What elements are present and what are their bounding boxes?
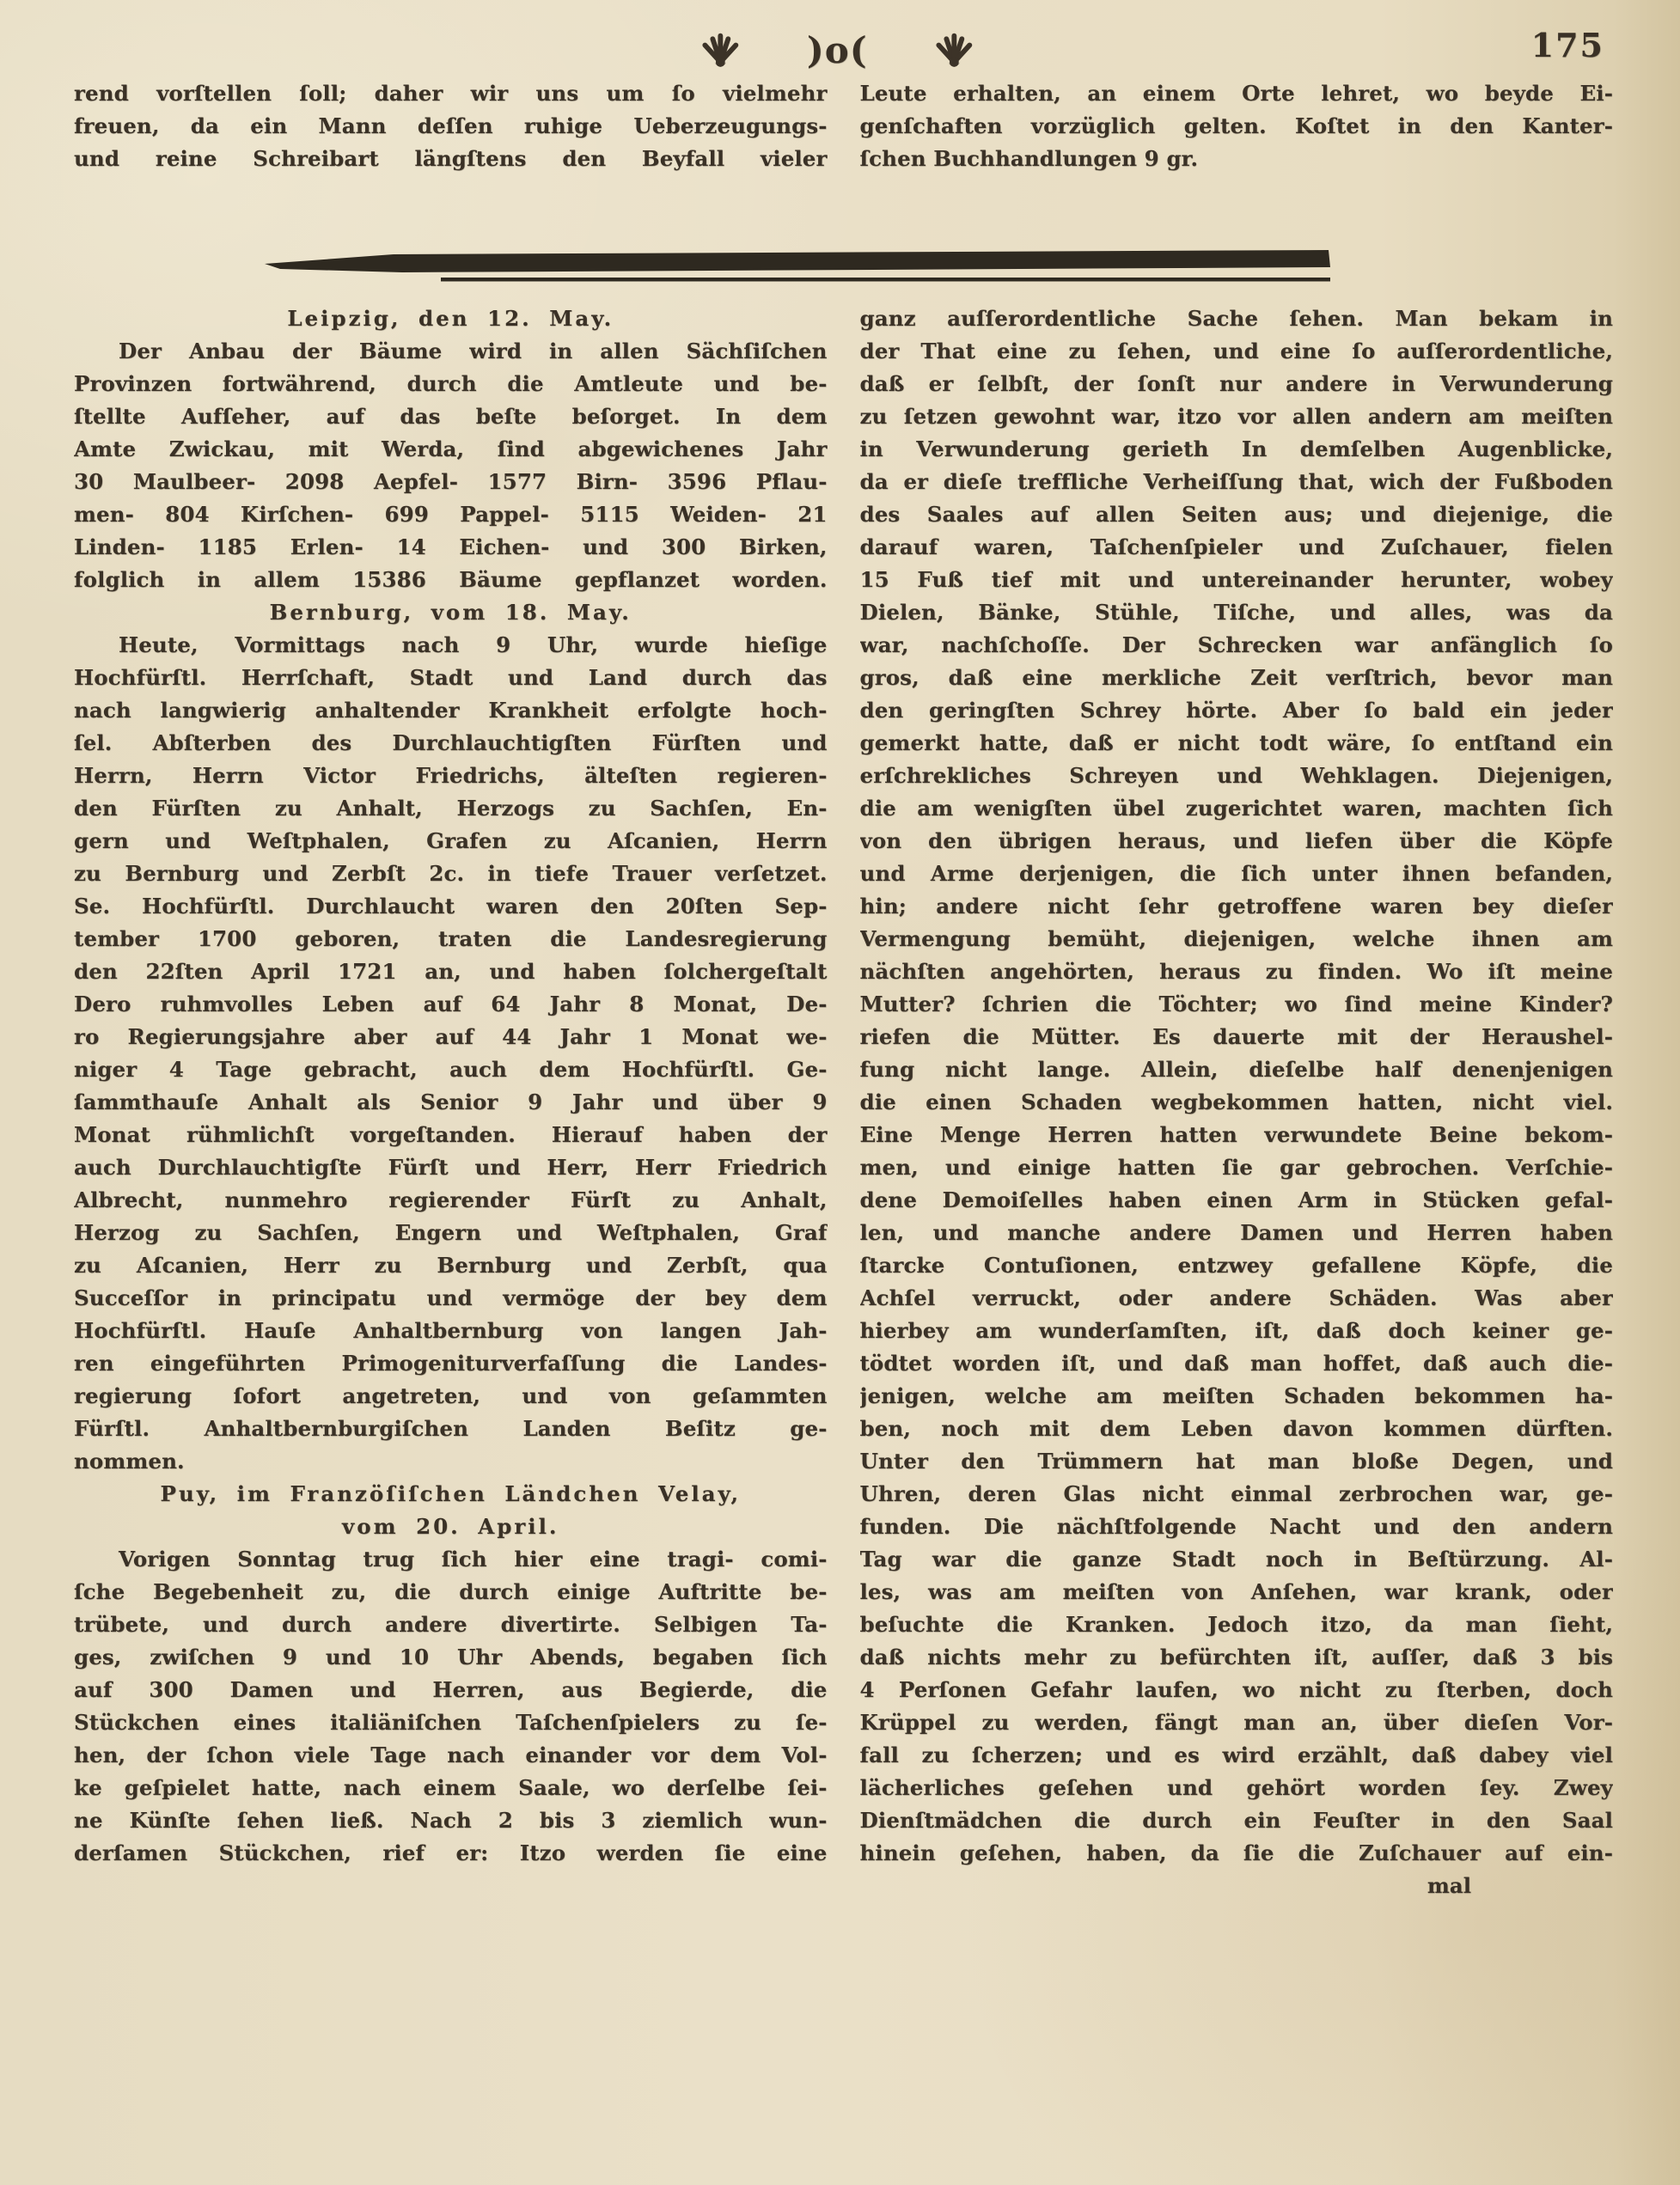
text-line: gros, daß eine merkliche Zeit verſtrich, bevor man (859, 665, 1613, 690)
text-line: und reine Schreibart längſtens den Beyfall vieler (74, 146, 828, 171)
text-line: der That eine zu ſehen, und eine ſo auſſerordentliche, (859, 339, 1613, 363)
text-line: ſche Begebenheit zu, die durch einige Auftritte be- (74, 1579, 828, 1604)
text-line: ben, noch mit dem Leben davon kommen dürften. (859, 1416, 1613, 1441)
text-line: den geringſten Schrey hörte. Aber ſo bald ein jeder (859, 698, 1613, 723)
text-line: Monat rühmlichſt vorgeſtanden. Hierauf haben der (74, 1122, 828, 1147)
article-heading-line: Leipzig, den 12. May. (287, 306, 614, 331)
text-line: 30 Maulbeer- 2098 Aepfel- 1577 Birn- 3596 Pflau- (74, 469, 828, 494)
text-line: Herzog zu Sachſen, Engern und Weſtphalen, Graf (74, 1220, 828, 1245)
main-text-area (74, 302, 1613, 1902)
text-line: Albrecht, nunmehro regierender Fürſt zu Anhalt, (74, 1187, 828, 1212)
text-line: Uhren, deren Glas nicht einmal zerbrochen war, ge- (859, 1481, 1613, 1506)
section-divider-rule (265, 249, 1330, 287)
text-line: zu ſetzen gewohnt war, itzo vor allen andern am meiſten (859, 404, 1613, 429)
text-line: tödtet worden iſt, und daß man hoffet, daß auch die- (859, 1351, 1613, 1376)
text-line: Heute, Vormittags nach 9 Uhr, wurde hieſige (119, 632, 828, 657)
text-line: Se. Hochfürſtl. Durchlaucht waren den 20ſten Sep- (74, 894, 828, 919)
text-line: Vermengung bemüht, diejenigen, welche ihnen am (859, 926, 1613, 951)
text-line: des Saales auf allen Seiten aus; und diejenige, die (859, 502, 1613, 527)
text-line: ſel. Abſterben des Durchlauchtigſten Fürſten und (74, 730, 828, 755)
text-line: fall zu ſcherzen; und es wird erzählt, daß dabey viel (859, 1743, 1613, 1767)
text-line: war, nachſchoſſe. Der Schrecken war anfänglich ſo (859, 632, 1613, 657)
text-line: ſtellte Aufſeher, auf das beſte beſorget. In dem (74, 404, 828, 429)
text-line: freuen, da ein Mann deſſen ruhige Ueberzeugungs- (74, 113, 828, 138)
text-line: ges, zwiſchen 9 und 10 Uhr Abends, begaben ſich (74, 1645, 828, 1669)
text-line: Stückchen eines italiäniſchen Taſchenſpielers zu ſe- (74, 1710, 828, 1735)
text-line: Hochfürſtl. Hauſe Anhaltbernburg von langen Jah- (74, 1318, 828, 1343)
text-line: hierbey am wunderſamſten, iſt, daß doch keiner ge- (859, 1318, 1613, 1343)
text-line: daß er ſelbſt, der ſonſt nur andere in Verwunderung (859, 371, 1613, 396)
catchword: mal (1426, 1873, 1471, 1898)
text-line: erſchrekliches Schreyen und Wehklagen. Diejenigen, (859, 763, 1613, 788)
text-line: zu Aſcanien, Herr zu Bernburg und Zerbſt, qua (74, 1253, 828, 1278)
text-line: Unter den Trümmern hat man bloße Degen, und (859, 1449, 1613, 1474)
text-line: Succeſſor in principatu und vermöge der bey dem (74, 1285, 828, 1310)
text-line: regierung ſofort angetreten, und von geſammten (74, 1383, 828, 1408)
text-line: gemerkt hatte, daß er nicht todt wäre, ſo entſtand ein (859, 730, 1613, 755)
text-line: Der Anbau der Bäume wird in allen Sächſiſchen (119, 339, 828, 363)
text-line: Mutter? ſchrien die Töchter; wo ſind meine Kinder? (859, 992, 1613, 1016)
text-line: den 22ſten April 1721 an, und haben ſolchergeſtalt (74, 959, 828, 984)
right-text-column (860, 302, 1614, 1902)
article-heading-line: vom 20. April. (342, 1514, 559, 1539)
text-line: Dero ruhmvolles Leben auf 64 Jahr 8 Monat, De- (74, 992, 828, 1016)
text-line: auf 300 Damen und Herren, aus Begierde, die (74, 1677, 828, 1702)
text-line: Linden- 1185 Erlen- 14 Eichen- und 300 Birken, (74, 534, 828, 559)
text-line: ſchen Buchhandlungen 9 gr. (859, 146, 1199, 171)
text-line: hen, der ſchon viele Tage nach einander vor dem Vol- (74, 1743, 828, 1767)
text-line: ren eingeführten Primogeniturverfaſſung die Landes- (74, 1351, 828, 1376)
text-line: ro Regierungsjahre aber auf 44 Jahr 1 Monat we- (74, 1024, 828, 1049)
text-line: lächerliches geſehen und gehört worden ſey. Zwey (859, 1775, 1613, 1800)
text-line: die einen Schaden wegbekommen hatten, nicht viel. (859, 1089, 1613, 1114)
text-line: 4 Perſonen Gefahr laufen, wo nicht zu ſterben, doch (859, 1677, 1613, 1702)
fleuron-shell-icon (932, 27, 978, 74)
text-line: nach langwierig anhaltender Krankheit erfolgte hoch- (74, 698, 828, 723)
text-line: Leute erhalten, an einem Orte lehret, wo beyde Ei- (859, 81, 1613, 106)
text-line: rend vorſtellen ſoll; daher wir uns um ſo vielmehr (74, 81, 828, 106)
text-line: den Fürſten zu Anhalt, Herzogs zu Sachſen, En- (74, 796, 828, 821)
text-line: tember 1700 geboren, traten die Landesregierung (74, 926, 828, 951)
text-line: jenigen, welche am meiſten Schaden bekommen ha- (859, 1383, 1613, 1408)
text-line: auch Durchlauchtigſte Fürſt und Herr, Herr Friedrich (74, 1155, 828, 1180)
right-column-lines (860, 302, 1614, 1870)
text-line: Krüppel zu werden, fängt man an, über dieſen Vor- (859, 1710, 1613, 1735)
text-line: ſammthauſe Anhalt als Senior 9 Jahr und über 9 (74, 1089, 828, 1114)
text-line: les, was am meiſten von Anſehen, war krank, oder (859, 1579, 1613, 1604)
fleuron-shell-icon (697, 27, 743, 74)
text-line: gern und Weſtphalen, Grafen zu Aſcanien, Herrn (74, 828, 828, 853)
header-ornaments (697, 27, 978, 74)
intro-left-column (74, 77, 828, 175)
text-line: nächſten angehörten, heraus zu finden. Wo iſt meine (859, 959, 1613, 984)
text-line: die am wenigſten übel zugerichtet waren, machten ſich (859, 796, 1613, 821)
text-line: Provinzen fortwährend, durch die Amtleute und be- (74, 371, 828, 396)
text-line: Dielen, Bänke, Stühle, Tiſche, und alles, was da (859, 600, 1613, 625)
text-line: folglich in allem 15386 Bäume gepflanzet worden. (74, 567, 828, 592)
text-line: darauf waren, Taſchenſpieler und Zuſchauer, fielen (859, 534, 1613, 559)
text-line: beſuchte die Kranken. Jedoch itzo, da man ſieht, (859, 1612, 1613, 1637)
text-line: ſtarcke Contuſionen, entzwey gefallene Köpfe, die (859, 1253, 1613, 1278)
text-line: fung nicht lange. Allein, dieſelbe half denenjenigen (859, 1057, 1613, 1082)
text-line: daß nichts mehr zu befürchten iſt, auſſer, daß 3 bis (859, 1645, 1613, 1669)
article-heading-line: Bernburg, vom 18. May. (269, 600, 632, 625)
text-line: trübete, und durch andere divertirte. Selbigen Ta- (74, 1612, 828, 1637)
text-line: zu Bernburg und Zerbſt 2c. in tiefe Trauer verſetzet. (74, 861, 828, 886)
text-line: derſamen Stückchen, rief er: Itzo werden ſie eine (74, 1840, 828, 1865)
text-line: Amte Zwickau, mit Werda, ſind abgewichenes Jahr (74, 436, 828, 461)
text-line: hinein geſehen, haben, da ſie die Zuſchauer auf ein- (859, 1840, 1613, 1865)
text-line: hin; andere nicht ſehr getroffene waren bey dieſer (859, 894, 1613, 919)
text-line: Eine Menge Herren hatten verwundete Beine bekom- (859, 1122, 1613, 1147)
text-line: Dienſtmädchen die durch ein Feuſter in den Saal (859, 1808, 1613, 1833)
text-line: dene Demoiſelles haben einen Arm in Stücken gefal- (859, 1187, 1613, 1212)
text-line: men, und einige hatten ſie gar gebrochen. Verſchie- (859, 1155, 1613, 1180)
text-line: Vorigen Sonntag trug ſich hier eine tragi- comi- (119, 1547, 828, 1572)
article-heading-line: Puy, im Franzöſiſchen Ländchen Velay, (160, 1481, 741, 1506)
intro-continuation (74, 77, 1613, 175)
text-line: in Verwunderung gerieth In demſelben Augenblicke, (859, 436, 1613, 461)
text-line: Achſel verruckt, oder andere Schäden. Was aber (859, 1285, 1613, 1310)
text-line: ke geſpielet hatte, nach einem Saale, wo derſelbe ſei- (74, 1775, 828, 1800)
text-line: Fürſtl. Anhaltbernburgiſchen Landen Beſitz ge- (74, 1416, 828, 1441)
intro-right-column (860, 77, 1614, 175)
text-line: funden. Die nächſtfolgende Nacht und den andern (859, 1514, 1613, 1539)
text-line: Tag war die ganze Stadt noch in Beſtürzung. Al- (859, 1547, 1613, 1572)
text-line: Hochfürſtl. Herrſchaft, Stadt und Land durch das (74, 665, 828, 690)
left-text-column (74, 302, 828, 1902)
text-line: niger 4 Tage gebracht, auch dem Hochfürſtl. Ge- (74, 1057, 828, 1082)
page-number: 175 (1530, 26, 1604, 64)
text-line: men- 804 Kirſchen- 699 Pappel- 5115 Weiden- 21 (74, 502, 828, 527)
text-line: genſchaften vorzüglich gelten. Koſtet in den Kanter- (859, 113, 1613, 138)
text-line: ganz auſſerordentliche Sache ſehen. Man bekam in (859, 306, 1613, 331)
text-line: ne Künſte ſehen ließ. Nach 2 bis 3 ziemlich wun- (74, 1808, 828, 1833)
text-line: riefen die Mütter. Es dauerte mit der Heraushel- (859, 1024, 1613, 1049)
center-ornament: )o( (806, 29, 868, 71)
text-line: da er dieſe treffliche Verheiſſung that, wich der Fußboden (859, 469, 1613, 494)
text-line: len, und manche andere Damen und Herren haben (859, 1220, 1613, 1245)
text-line: 15 Fuß tief mit und untereinander herunter, wobey (859, 567, 1613, 592)
text-line: von den übrigen heraus, und liefen über die Köpfe (859, 828, 1613, 853)
text-line: Herrn, Herrn Victor Friedrichs, älteſten regieren- (74, 763, 828, 788)
text-line: nommen. (74, 1449, 185, 1474)
text-line: und Arme derjenigen, die ſich unter ihnen befanden, (859, 861, 1613, 886)
